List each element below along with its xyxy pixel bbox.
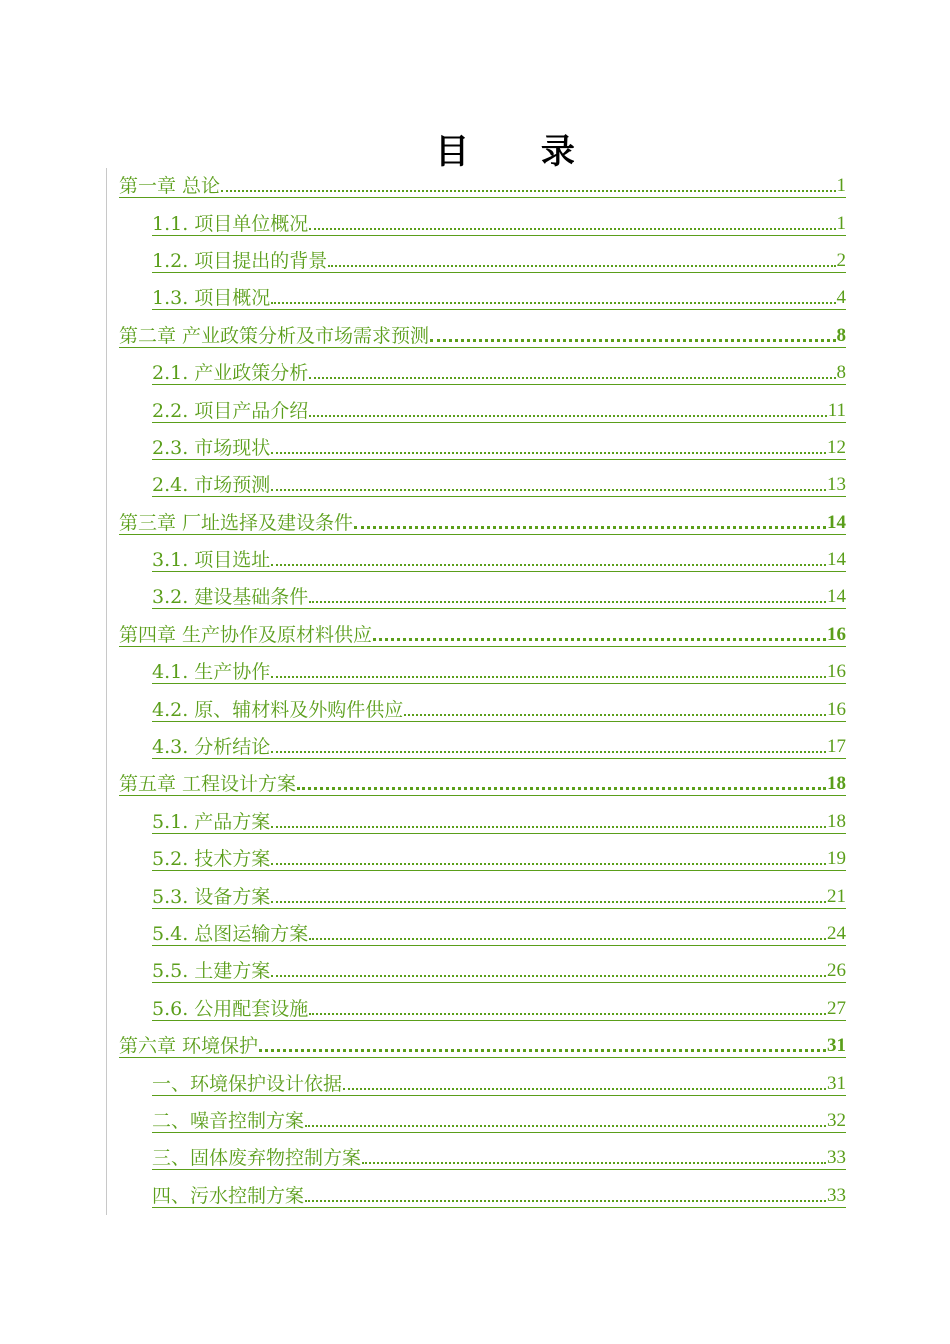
toc-entry-link[interactable]: [152, 1147, 846, 1170]
toc-entry-link[interactable]: [119, 624, 846, 647]
toc-entry-label: 三、固体废弃物控制方案: [152, 1147, 362, 1170]
toc-entry-label: 四、污水控制方案: [152, 1184, 305, 1207]
toc-dot-leader: [221, 190, 835, 192]
toc-entry[interactable]: [106, 1065, 846, 1102]
toc-entry-link[interactable]: [152, 250, 846, 273]
toc-entry-label: 5.4. 总图运输方案: [152, 923, 309, 945]
toc-dot-leader: [309, 601, 826, 603]
toc-entry-link[interactable]: [152, 1185, 846, 1208]
toc-entry[interactable]: [106, 280, 846, 317]
toc-entry-link[interactable]: [119, 325, 846, 348]
toc-dot-leader: [373, 638, 826, 641]
toc-entry-link[interactable]: [152, 549, 846, 572]
toc-dot-leader: [271, 302, 835, 304]
toc-entry-page-number: 12: [827, 436, 846, 458]
toc-entry-link[interactable]: [152, 1073, 846, 1096]
toc-entry[interactable]: [106, 1140, 846, 1177]
toc-entry-link[interactable]: [152, 437, 846, 460]
toc-entry-page-number: 13: [827, 474, 846, 496]
toc-entry-page-number: 18: [827, 810, 846, 832]
toc-entry-link[interactable]: [152, 1110, 846, 1133]
toc-dot-leader: [271, 975, 826, 977]
toc-entry-page-number: 17: [827, 736, 846, 758]
toc-dot-leader: [328, 265, 835, 267]
toc-entry-link[interactable]: [119, 1035, 846, 1058]
toc-entry-label: 1.1. 项目单位概况: [152, 212, 309, 235]
toc-entry[interactable]: [106, 841, 846, 878]
toc-entry-label: 第三章 厂址选择及建设条件: [119, 511, 354, 534]
toc-entry[interactable]: [106, 766, 846, 803]
toc-entry[interactable]: [106, 617, 846, 654]
toc-entry-page-number: 32: [827, 1109, 846, 1131]
toc-entry-link[interactable]: [152, 586, 846, 609]
toc-entry-page-number: 1: [836, 175, 846, 197]
toc-entry-label: 第一章 总论: [119, 175, 221, 198]
toc-entry-page-number: 26: [827, 960, 846, 982]
toc-dot-leader: [362, 1162, 826, 1164]
toc-entry[interactable]: [106, 916, 846, 953]
toc-entry-page-number: 16: [827, 698, 846, 720]
toc-entry-link[interactable]: [152, 699, 846, 722]
toc-entry-page-number: 16: [827, 623, 846, 645]
toc-entry-link[interactable]: [152, 960, 846, 983]
toc-entry[interactable]: [106, 542, 846, 579]
toc-entry[interactable]: [106, 953, 846, 990]
toc-dot-leader: [271, 564, 826, 566]
toc-dot-leader: [343, 1088, 826, 1090]
toc-entry-page-number: 31: [827, 1072, 846, 1094]
toc-entry[interactable]: [106, 579, 846, 616]
toc-entry[interactable]: [106, 654, 846, 691]
toc-entry-label: 2.1. 产业政策分析: [152, 362, 309, 385]
toc-entry-label: 2.4. 市场预测: [152, 474, 271, 497]
toc-entry-page-number: 27: [827, 997, 846, 1019]
toc-entry-label: 5.1. 产品方案: [152, 810, 271, 833]
toc-entry-page-number: 14: [827, 511, 846, 533]
toc-entry-label: 第四章 生产协作及原材料供应: [119, 623, 373, 646]
toc-entry-label: 1.2. 项目提出的背景: [152, 249, 328, 272]
toc-dot-leader: [271, 489, 826, 491]
toc-entry-label: 3.1. 项目选址: [152, 549, 271, 572]
toc-entry-page-number: 33: [827, 1184, 846, 1206]
toc-entry[interactable]: [106, 991, 846, 1028]
toc-entry[interactable]: [106, 878, 846, 915]
toc-entry-link[interactable]: [152, 213, 846, 236]
toc-entry-label: 5.5. 土建方案: [152, 960, 271, 983]
toc-entry-label: 二、噪音控制方案: [152, 1109, 305, 1132]
toc-entry-link[interactable]: [152, 661, 846, 684]
toc-entry[interactable]: [106, 729, 846, 766]
toc-dot-leader: [404, 714, 826, 716]
toc-entry[interactable]: [106, 205, 846, 242]
toc-entry-label: 一、环境保护设计依据: [152, 1072, 343, 1095]
toc-dot-leader: [259, 1049, 826, 1052]
toc-entry-label: 4.2. 原、辅材料及外购件供应: [152, 698, 404, 721]
toc-entry-page-number: 11: [827, 399, 846, 421]
toc-entry-page-number: 31: [827, 1035, 846, 1057]
toc-entry[interactable]: [106, 430, 846, 467]
toc-entry[interactable]: [106, 1028, 846, 1065]
toc-entry-label: 第五章 工程设计方案: [119, 773, 297, 796]
toc-entry-label: 2.2. 项目产品介绍: [152, 399, 309, 422]
toc-dot-leader: [354, 526, 826, 529]
toc-entry-link[interactable]: [119, 773, 846, 796]
toc-entry-page-number: 16: [827, 661, 846, 683]
toc-entry-link[interactable]: [119, 512, 846, 535]
table-of-contents: [106, 168, 846, 1215]
toc-dot-leader: [309, 1013, 826, 1015]
toc-entry-link[interactable]: [152, 848, 846, 871]
toc-entry-label: 4.3. 分析结论: [152, 736, 271, 759]
toc-dot-leader: [271, 901, 826, 903]
toc-entry[interactable]: [106, 168, 846, 205]
toc-dot-leader: [271, 452, 826, 454]
toc-dot-leader: [297, 787, 826, 790]
toc-entry-page-number: 14: [827, 549, 846, 571]
toc-entry-link[interactable]: [152, 287, 846, 310]
toc-dot-leader: [309, 377, 835, 379]
toc-entry[interactable]: [106, 467, 846, 504]
toc-entry-link[interactable]: [152, 362, 846, 385]
toc-entry-page-number: 24: [827, 923, 846, 944]
toc-entry[interactable]: [106, 318, 846, 355]
toc-entry-label: 2.3. 市场现状: [152, 436, 271, 459]
toc-entry[interactable]: [106, 691, 846, 728]
toc-entry-page-number: 21: [827, 885, 846, 907]
toc-entry-page-number: 2: [836, 249, 846, 271]
toc-dot-leader: [430, 339, 835, 342]
toc-entry-page-number: 18: [827, 773, 846, 795]
toc-dot-leader: [305, 1200, 826, 1202]
toc-entry-page-number: 8: [836, 362, 846, 384]
toc-entry-page-number: 19: [827, 848, 846, 870]
toc-entry-page-number: 14: [827, 586, 846, 608]
toc-entry-link[interactable]: [152, 400, 846, 423]
toc-entry-link[interactable]: [152, 886, 846, 909]
toc-dot-leader: [305, 1125, 826, 1127]
toc-dot-leader: [271, 676, 826, 678]
toc-entry-page-number: 4: [836, 287, 846, 309]
toc-dot-leader: [271, 863, 826, 865]
toc-entry-link[interactable]: [152, 923, 846, 946]
toc-dot-leader: [309, 415, 826, 417]
toc-entry[interactable]: [106, 505, 846, 542]
toc-entry[interactable]: [106, 392, 846, 429]
toc-dot-leader: [271, 751, 826, 753]
toc-title: 目 录: [435, 132, 605, 172]
toc-dot-leader: [309, 938, 826, 940]
toc-dot-leader: [309, 228, 835, 230]
toc-entry-link[interactable]: [152, 998, 846, 1021]
toc-entry-page-number: 33: [827, 1147, 846, 1169]
toc-entry-link[interactable]: [152, 811, 846, 834]
toc-entry[interactable]: [106, 1178, 846, 1215]
toc-entry[interactable]: [106, 804, 846, 841]
toc-entry-link[interactable]: [152, 474, 846, 497]
toc-entry-label: 1.3. 项目概况: [152, 287, 271, 310]
toc-entry-label: 5.2. 技术方案: [152, 848, 271, 871]
toc-entry-label: 4.1. 生产协作: [152, 661, 271, 684]
toc-entry-link[interactable]: [119, 175, 846, 198]
toc-entry-page-number: 1: [836, 212, 846, 234]
toc-dot-leader: [271, 826, 826, 828]
toc-entry[interactable]: [106, 243, 846, 280]
toc-entry-label: 3.2. 建设基础条件: [152, 586, 309, 609]
toc-entry-link[interactable]: [152, 736, 846, 759]
toc-entry-label: 第六章 环境保护: [119, 1035, 259, 1058]
toc-entry[interactable]: [106, 1103, 846, 1140]
toc-entry[interactable]: [106, 355, 846, 392]
toc-entry-label: 5.6. 公用配套设施: [152, 997, 309, 1020]
toc-entry-page-number: 8: [836, 324, 846, 346]
toc-entry-label: 第二章 产业政策分析及市场需求预测: [119, 324, 430, 347]
toc-entry-label: 5.3. 设备方案: [152, 885, 271, 908]
